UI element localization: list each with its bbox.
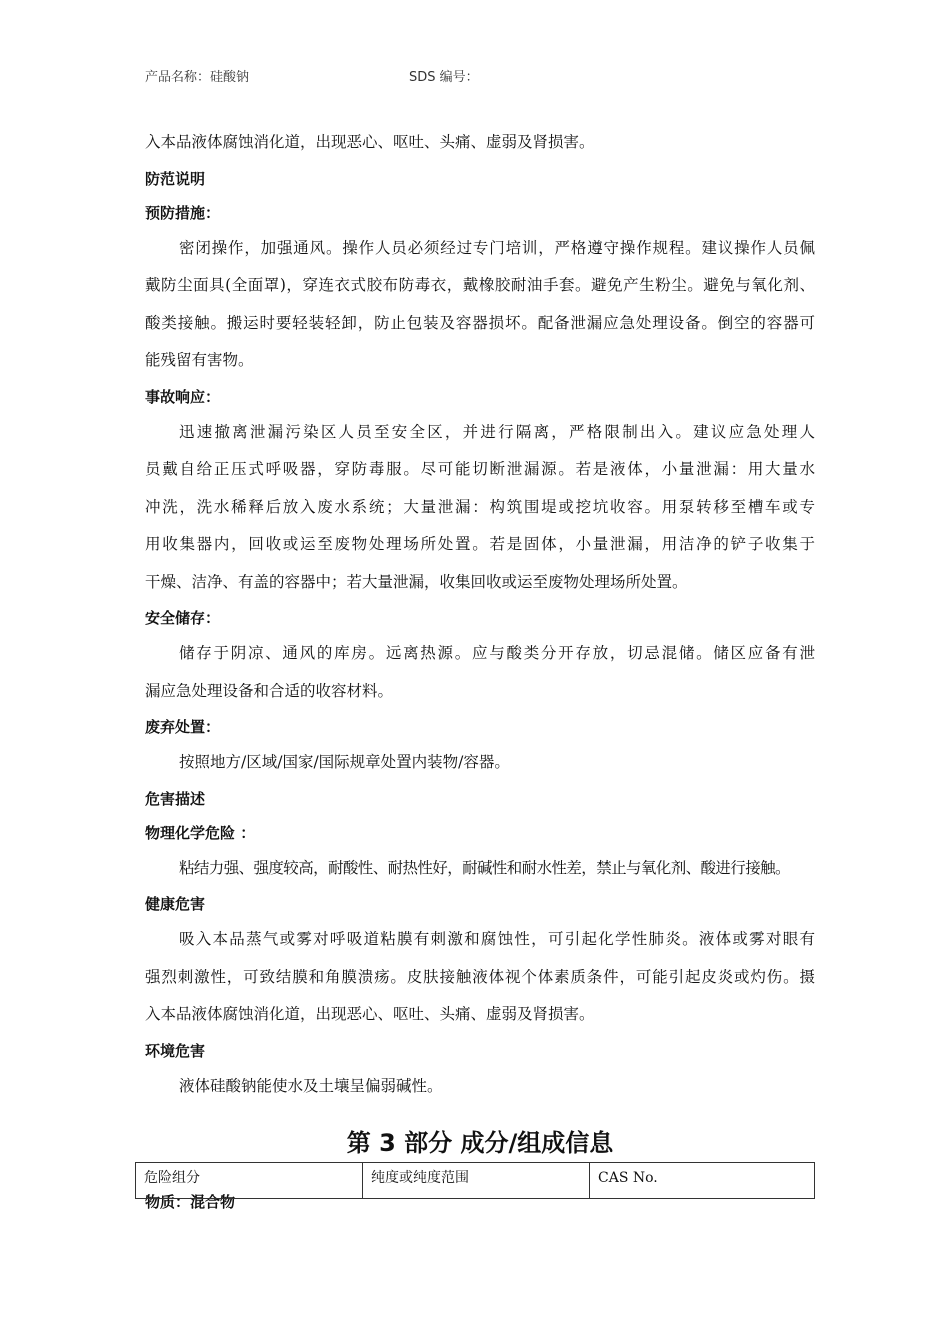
- heading-environment-hazard: 环境危害: [145, 1041, 206, 1060]
- body-line: 戴防尘面具(全面罩)，穿连衣式胶布防毒衣，戴橡胶耐油手套。避免产生粉尘。避免与氧化剂、: [145, 276, 815, 294]
- body-line: 吸入本品蒸气或雾对呼吸道粘膜有刺激和腐蚀性，可引起化学性肺炎。液体或雾对眼有: [179, 930, 815, 948]
- table-row: [136, 1163, 815, 1199]
- composition-table: [135, 1162, 815, 1199]
- body-line: 员戴自给正压式呼吸器，穿防毒服。尽可能切断泄漏源。若是液体，小量泄漏：用大量水: [145, 460, 815, 478]
- body-line: 能残留有害物。: [145, 351, 254, 369]
- body-line: 冲洗，洗水稀释后放入废水系统；大量泄漏：构筑围堤或挖坑收容。用泵转移至槽车或专: [145, 497, 815, 516]
- body-line: 入本品液体腐蚀消化道，出现恶心、呕吐、头痛、虚弱及肾损害。: [145, 1005, 595, 1023]
- heading-hazard-description: 危害描述: [145, 789, 206, 808]
- heading-health-hazard: 健康危害: [145, 895, 206, 913]
- body-line: 密闭操作，加强通风。操作人员必须经过专门培训，严格遵守操作规程。建议操作人员佩: [179, 238, 815, 257]
- heading-prevention: 预防措施：: [145, 203, 221, 222]
- body-line: 酸类接触。搬运时要轻装轻卸，防止包装及容器损坏。配备泄漏应急处理设备。倒空的容器可: [145, 313, 815, 332]
- heading-storage: 安全储存：: [145, 609, 221, 627]
- body-line: 用收集器内，回收或运至废物处理场所处置。若是固体，小量泄漏，用洁净的铲子收集于: [145, 535, 815, 553]
- body-line: 入本品液体腐蚀消化道，出现恶心、呕吐、头痛、虚弱及肾损害。: [145, 133, 595, 151]
- body-line: 强烈刺激性，可致结膜和角膜溃疡。皮肤接触液体视个体素质条件，可能引起皮炎或灼伤。摄: [145, 967, 815, 986]
- section-title: 第 3 部分 成分/组成信息: [346, 1129, 614, 1157]
- substance-label: 物质：混合物: [145, 1193, 236, 1211]
- body-line: 液体硅酸钠能使水及土壤呈偏弱碱性。: [179, 1076, 443, 1095]
- heading-physchem-hazard: 物理化学危险 ：: [145, 823, 256, 842]
- table-header-cell: CAS No.: [590, 1163, 815, 1199]
- heading-disposal: 废弃处置：: [145, 718, 221, 736]
- body-line: 按照地方/区域/国家/国际规章处置内装物/容器。: [179, 753, 510, 771]
- table-header-cell: 纯度或纯度范围: [363, 1163, 590, 1199]
- body-line: 迅速撤离泄漏污染区人员至安全区，并进行隔离，严格限制出入。建议应急处理人: [179, 422, 815, 441]
- heading-precaution: 防范说明: [145, 169, 206, 188]
- body-line: 干燥、洁净、有盖的容器中；若大量泄漏，收集回收或运至废物处理场所处置。: [145, 572, 688, 591]
- body-line: 粘结力强、强度较高，耐酸性、耐热性好，耐碱性和耐水性差，禁止与氧化剂、酸进行接触。: [179, 858, 790, 877]
- body-line: 漏应急处理设备和合适的收容材料。: [145, 681, 394, 700]
- sds-number-label: SDS 编号：: [409, 70, 479, 85]
- document-body: [145, 124, 815, 1217]
- heading-response: 事故响应：: [145, 387, 221, 406]
- body-line: 储存于阴凉、通风的库房。远离热源。应与酸类分开存放，切忌混储。储区应备有泄: [179, 644, 815, 662]
- product-name-label: 产品名称：硅酸钠: [145, 70, 250, 85]
- table-header-cell: 危险组分: [136, 1163, 363, 1199]
